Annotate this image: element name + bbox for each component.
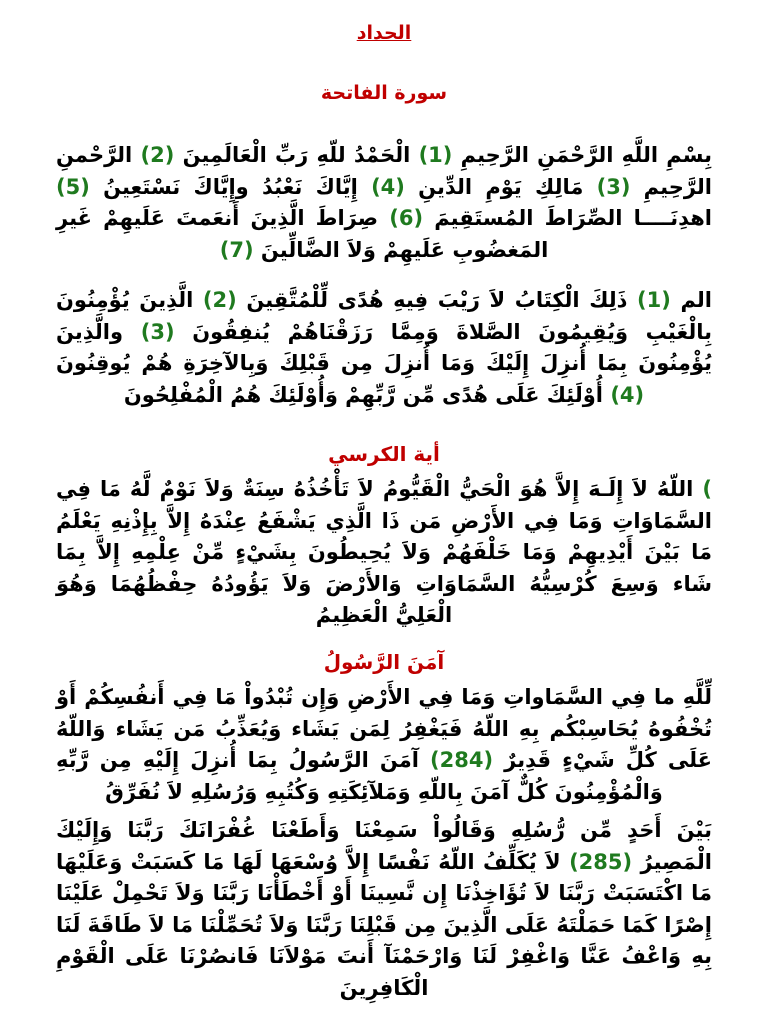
verse-number: (285): [569, 849, 633, 874]
verse-number: (7): [219, 237, 254, 262]
ayat-kursi-text: [56, 474, 712, 632]
surah-fatiha-text: [56, 140, 712, 266]
verse-number: ): [702, 477, 712, 501]
verse-number: (4): [610, 382, 645, 407]
verse-text: صِرَاطَ الَّذِينَ أَنعَمتَ عَلَيهِمْ غَيرِ المَغضُوبِ عَلَيهِمْ وَلاَ الضَّالِّينَ: [56, 206, 549, 262]
verse-text: الرَّحْمنِ الرَّحِيمِ: [56, 143, 712, 199]
verse-text: أُوْلَئِكَ عَلَى هُدًى مِّن رَّبِّهِمْ وَأُوْلَئِكَ هُمُ الْمُفْلِحُونَ: [123, 382, 611, 407]
verse-text: آمَنَ الرَّسُولُ بِمَا أُنزِلَ إِلَيْهِ مِن رَّبِّهِ وَالْمُؤْمِنُونَ كُلٌّ آمَنَ بِاللّهِ وَمَلآئِكَتِهِ وَكُتُبِهِ وَرُسُلِهِ لاَ نُفَرِّقُ: [56, 748, 663, 804]
amana-rasul-text-part1: [56, 682, 712, 808]
verse-number: (5): [56, 174, 90, 199]
verse-number: (1): [637, 288, 671, 312]
verse-text: الَّذِينَ يُؤْمِنُونَ بِالْغَيْبِ وَيُقِيمُونَ الصَّلاةَ وَمِمَّا رَزَقْنَاهُمْ يُنفِقُونَ: [56, 288, 712, 344]
verse-number: (6): [389, 206, 424, 230]
verse-text: مَالِكِ يَوْمِ الدِّينِ: [404, 174, 597, 199]
amana-rasul-text-part2: [56, 815, 712, 1004]
verse-text: الْحَمْدُ للّهِ رَبِّ الْعَالَمِينَ: [174, 143, 419, 167]
verse-text: والَّذِينَ يُؤْمِنُونَ بِمَا أُنزِلَ إِلَيْكَ وَمَا أُنزِلَ مِن قَبْلِكَ وَبِالآخِرَةِ هُمْ يُوقِنُونَ: [56, 319, 712, 375]
verse-text: بِسْمِ اللَّهِ الرَّحْمَنِ الرَّحِيمِ: [452, 143, 713, 167]
verse-text: اهدِنَــــا الصِّرَاطَ المُستَقِيمَ: [423, 206, 712, 230]
verse-text: إِيَّاكَ نَعْبُدُ وإِيَّاكَ نَسْتَعِينُ: [89, 174, 372, 199]
verse-number: (1): [418, 143, 453, 167]
ayat-kursi-heading: أية الكرسي: [328, 442, 440, 466]
verse-number: (2): [202, 288, 237, 312]
baqara-opening-text: [56, 285, 712, 411]
verse-number: (284): [430, 748, 494, 772]
amana-rasul-heading: آمَنَ الرَّسُولُ: [323, 650, 445, 674]
verse-text: لِّلَّهِ ما فِي السَّمَاواتِ وَمَا فِي الأَرْضِ وَإِن تُبْدُواْ مَا فِي أَنفُسِكُمْ أَوْ تُخْفُوهُ يُحَاسِبْكُم بِهِ اللّهُ فَيَغْفِرُ لِمَن يَشَاء وَيُعَذِّبُ مَن يَشَاء وَاللّهُ عَلَى كُلِّ شَيْءٍ قَدِيرٌ: [56, 685, 712, 772]
verse-number: (3): [140, 319, 175, 344]
document-title: الحداد: [356, 22, 412, 44]
verse-number: (3): [596, 174, 631, 199]
verse-text: لاَ يُكَلِّفُ اللّهُ نَفْسًا إِلاَّ وُسْعَهَا لَهَا مَا كَسَبَتْ وَعَلَيْهَا مَا اكْتَسَبَتْ رَبَّنَا لاَ تُؤَاخِذْنَا إِن نَّسِينَا أَوْ أَخْطَأْنَا رَبَّنَا وَلاَ تَحْمِلْ عَلَيْنَا إِصْرًا كَمَا حَمَلْتَهُ عَلَى الَّذِينَ مِن قَبْلِنَا رَبَّنَا وَلاَ تُحَمِّلْنَا مَا لاَ طَاقَةَ لَنَا بِهِ وَاعْفُ عَنَّا وَاغْفِرْ لَنَا وَارْحَمْنَآ أَنتَ مَوْلاَنَا فَانصُرْنَا عَلَى الْقَوْمِ الْكَافِرِينَ: [56, 849, 712, 1000]
verse-text: الم: [670, 288, 712, 312]
surah-fatiha-heading: سورة الفاتحة: [320, 82, 448, 104]
verse-text: ذَلِكَ الْكِتَابُ لاَ رَيْبَ فِيهِ هُدًى لِّلْمُتَّقِينَ: [236, 288, 638, 312]
verse-text: بَيْنَ أَحَدٍ مِّن رُّسُلِهِ وَقَالُواْ سَمِعْنَا وَأَطَعْنَا غُفْرَانَكَ رَبَّنَا وَإِلَيْكَ الْمَصِيرُ: [56, 818, 712, 874]
verse-number: (4): [371, 174, 405, 199]
verse-number: (2): [140, 143, 175, 167]
verse-text: اللّهُ لاَ إِلَـهَ إِلاَّ هُوَ الْحَيُّ الْقَيُّومُ لاَ تَأْخُذُهُ سِنَةٌ وَلاَ نَوْمٌ لَّهُ مَا فِي السَّمَاوَاتِ وَمَا فِي الأَرْضِ مَن ذَا الَّذِي يَشْفَعُ عِنْدَهُ إِلاَّ بِإِذْنِهِ يَعْلَمُ مَا بَيْنَ أَيْدِيهِمْ وَمَا خَلْفَهُمْ وَلاَ يُحِيطُونَ بِشَيْءٍ مِّنْ عِلْمِهِ إِلاَّ بِمَا شَاء وَسِعَ كُرْسِيُّهُ السَّمَاوَاتِ وَالأَرْضَ وَلاَ يَؤُودُهُ حِفْظُهُمَا وَهُوَ الْعَلِيُّ الْعَظِيمُ: [56, 477, 712, 627]
